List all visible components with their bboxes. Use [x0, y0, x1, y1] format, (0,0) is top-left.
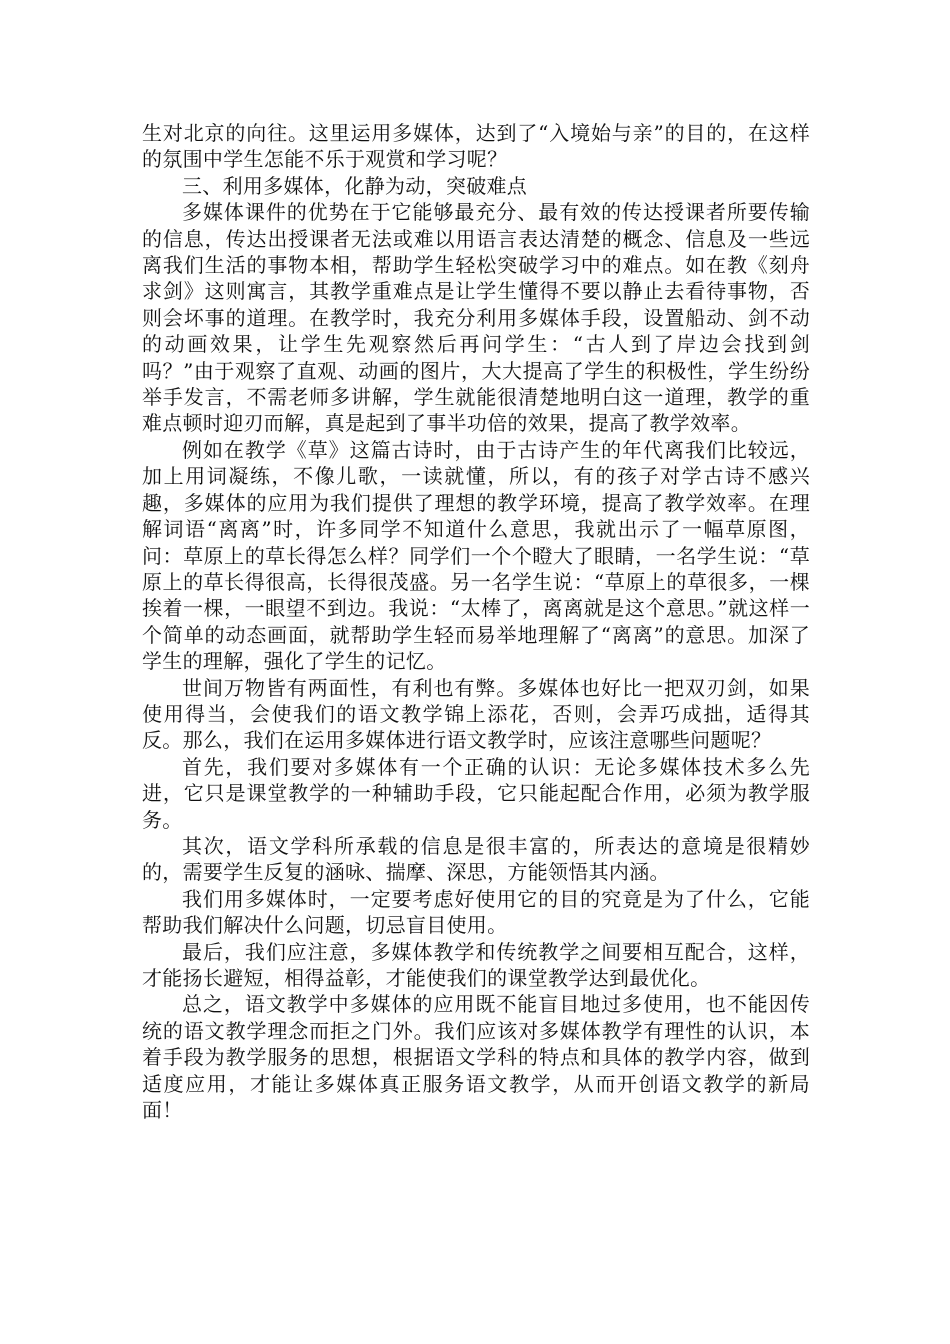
paragraph-continuation: 生对北京的向往。这里运用多媒体，达到了“入境始与亲”的目的，在这样的氛围中学生怎能不乐于观赏和学习呢？ — [142, 121, 810, 172]
paragraph: 总之，语文教学中多媒体的应用既不能盲目地过多使用，也不能因传统的语文教学理念而拒之门外。我们应该对多媒体教学有理性的认识，本着手段为教学服务的思想，根据语文学科的特点和具体的教学内容，做到适度应用，才能让多媒体真正服务语文教学，从而开创语文教学的新局面！ — [142, 992, 810, 1123]
paragraph: 其次，语文学科所承载的信息是很丰富的，所表达的意境是很精妙的，需要学生反复的涵咏、揣摩、深思，方能领悟其内涵。 — [142, 833, 810, 885]
paragraph: 多媒体课件的优势在于它能够最充分、最有效的传达授课者所要传输的信息，传达出授课者无法或难以用语言表达清楚的概念、信息及一些远离我们生活的事物本相，帮助学生轻松突破学习中的难点。如在教《刻舟求剑》这则寓言，其教学重难点是让学生懂得不要以静止去看待事物，否则会坏事的道理。在教学时，我充分利用多媒体手段，设置船动、剑不动的动画效果，让学生先观察然后再问学生：“古人到了岸边会找到剑吗？”由于观察了直观、动画的图片，大大提高了学生的积极性，学生纷纷举手发言，不需老师多讲解，学生就能很清楚地明白这一道理，教学的重难点顿时迎刃而解，真是起到了事半功倍的效果，提高了教学效率。 — [142, 200, 810, 436]
paragraph: 我们用多媒体时，一定要考虑好使用它的目的究竟是为了什么，它能帮助我们解决什么问题，切忌盲目使用。 — [142, 886, 810, 938]
section-heading: 三、利用多媒体，化静为动，突破难点 — [182, 173, 528, 198]
paragraph: 最后，我们应注意，多媒体教学和传统教学之间要相互配合，这样，才能扬长避短，相得益彰，才能使我们的课堂教学达到最优化。 — [142, 939, 810, 990]
paragraph: 首先，我们要对多媒体有一个正确的认识：无论多媒体技术多么先进，它只是课堂教学的一种辅助手段，它只能起配合作用，必须为教学服务。 — [142, 754, 810, 832]
paragraph: 例如在教学《草》这篇古诗时，由于古诗产生的年代离我们比较远，加上用词凝练，不像儿歌，一读就懂，所以，有的孩子对学古诗不感兴趣，多媒体的应用为我们提供了理想的教学环境，提高了教学效率。在理解词语“离离”时，许多同学不知道什么意思，我就出示了一幅草原图，问：草原上的草长得怎么样？同学们一个个瞪大了眼睛，一名学生说：“草原上的草长得很高，长得很茂盛。另一名学生说：“草原上的草很多，一棵挨着一棵，一眼望不到边。我说：“太棒了，离离就是这个意思。”就这样一个简单的动态画面，就帮助学生轻而易举地理解了“离离”的意思。加深了学生的理解，强化了学生的记忆。 — [142, 437, 810, 674]
document-body — [142, 120, 810, 1123]
paragraph: 世间万物皆有两面性，有利也有弊。多媒体也好比一把双刃剑，如果使用得当，会使我们的语文教学锦上添花，否则，会弄巧成拙，适得其反。那么，我们在运用多媒体进行语文教学时，应该注意哪些问题呢？ — [142, 675, 810, 753]
